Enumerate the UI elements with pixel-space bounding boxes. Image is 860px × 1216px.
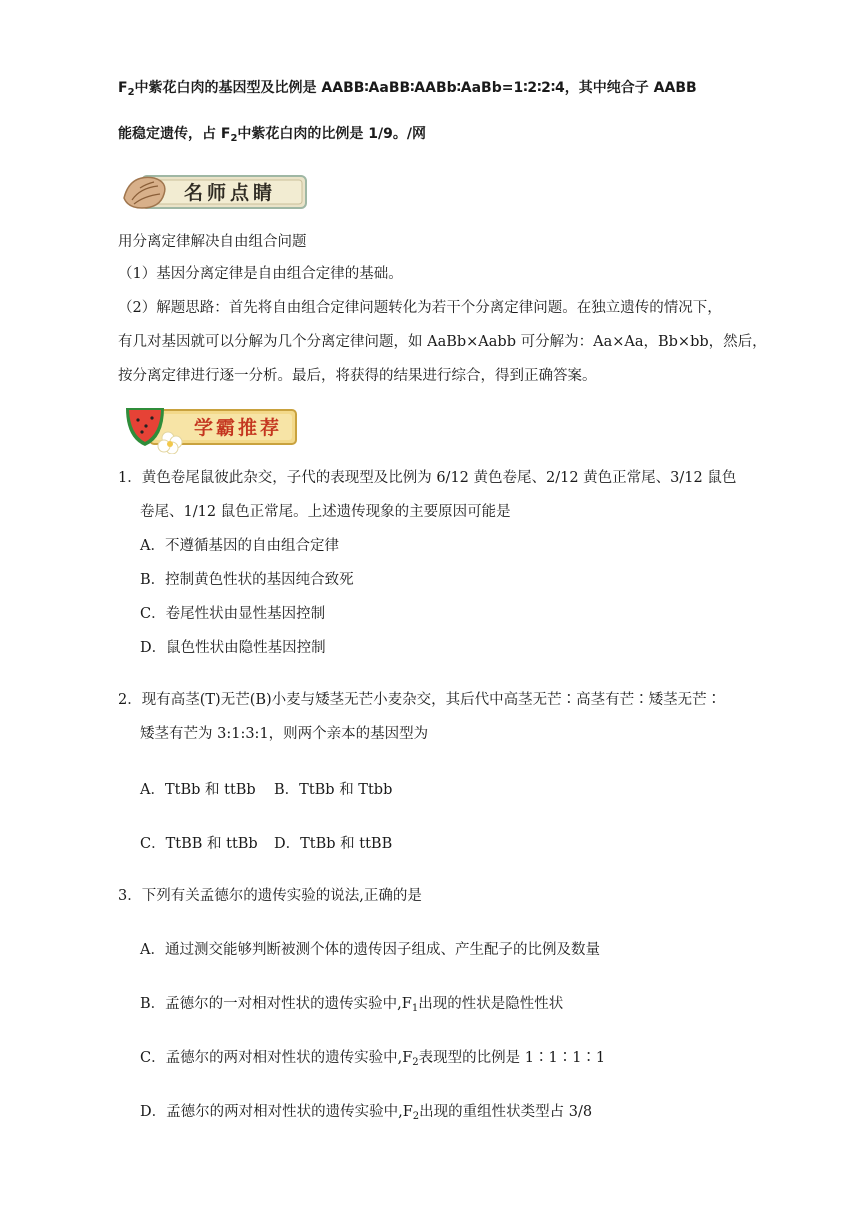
q2-stem-line-1: 2．现有高茎(T)无芒(B)小麦与矮茎无芒小麦杂交，其后代中高茎无芒∶高茎有芒∶矮茎无芒∶ <box>118 692 722 708</box>
tip-point-1: （1）基因分离定律是自由组合定律的基础。 <box>118 266 403 282</box>
q1-option-d[interactable]: D．鼠色性状由隐性基因控制 <box>140 640 326 656</box>
q1-stem-line-2: 卷尾、1/12 鼠色正常尾。上述遗传现象的主要原因可能是 <box>140 504 511 520</box>
q3-option-b[interactable]: B．孟德尔的一对相对性状的遗传实验中$,F_1$出现的性状是隐性性状 <box>140 996 564 1014</box>
banner-teacher-tips <box>120 168 310 214</box>
intro-line-2: 能稳定遗传，占 $F_2$中紫花白肉的比例是 1/9。/网 <box>118 126 426 144</box>
tip-point-2-line-1: （2）解题思路：首先将自由组合定律问题转化为若干个分离定律问题。在独立遗传的情况下， <box>118 300 722 316</box>
intro-line-1: $F_2$中紫花白肉的基因型及比例是 AABB∶AaBB∶AABb∶AaBb=1∶2∶2∶4，其中纯合子 AABB <box>118 80 697 98</box>
q1-stem-line-1: 1．黄色卷尾鼠彼此杂交，子代的表现型及比例为 6/12 黄色卷尾、2/12 黄色正常尾、3/12 鼠色 <box>118 470 737 486</box>
q3-option-c[interactable]: C．孟德尔的两对相对性状的遗传实验中$,F_2$表现型的比例是 1∶1∶1∶1 <box>140 1050 606 1068</box>
shell-icon <box>124 177 165 208</box>
q1-option-c[interactable]: C．卷尾性状由显性基因控制 <box>140 606 326 622</box>
q3-stem: 3．下列有关孟德尔的遗传实验的说法,正确的是 <box>118 888 422 904</box>
q2-option-d[interactable]: D．TtBb 和 ttBB <box>274 836 393 852</box>
tip-point-2-line-3: 按分离定律进行逐一分析。最后，将获得的结果进行综合，得到正确答案。 <box>118 368 597 384</box>
banner-teacher-tips-label: 名师点睛 <box>183 182 277 204</box>
q2-stem-line-2: 矮茎有芒为 3:1:3:1，则两个亲本的基因型为 <box>140 726 429 742</box>
q2-option-a[interactable]: A．TtBb 和 ttBb <box>140 782 256 798</box>
q1-option-b[interactable]: B．控制黄色性状的基因纯合致死 <box>140 572 354 588</box>
q2-option-b[interactable]: B．TtBb 和 Ttbb <box>274 782 393 798</box>
q3-option-a[interactable]: A．通过测交能够判断被测个体的遗传因子组成、产生配子的比例及数量 <box>140 942 600 958</box>
banner-top-student-picks <box>120 398 300 454</box>
tip-point-2-line-2: 有几对基因就可以分解为几个分离定律问题，如 AaBb×Aabb 可分解为：Aa×Aa，Bb×bb，然后， <box>118 334 767 350</box>
q1-option-a[interactable]: A．不遵循基因的自由组合定律 <box>140 538 339 554</box>
tip-title: 用分离定律解决自由组合问题 <box>118 234 307 250</box>
banner-top-student-picks-graphic <box>120 398 300 454</box>
banner-top-student-picks-label: 学霸推荐 <box>193 417 283 439</box>
q3-option-d[interactable]: D．孟德尔的两对相对性状的遗传实验中$,F_2$出现的重组性状类型占 3/8 <box>140 1104 593 1122</box>
banner-teacher-tips-graphic <box>120 168 310 214</box>
q2-option-c[interactable]: C．TtBB 和 ttBb <box>140 836 258 852</box>
